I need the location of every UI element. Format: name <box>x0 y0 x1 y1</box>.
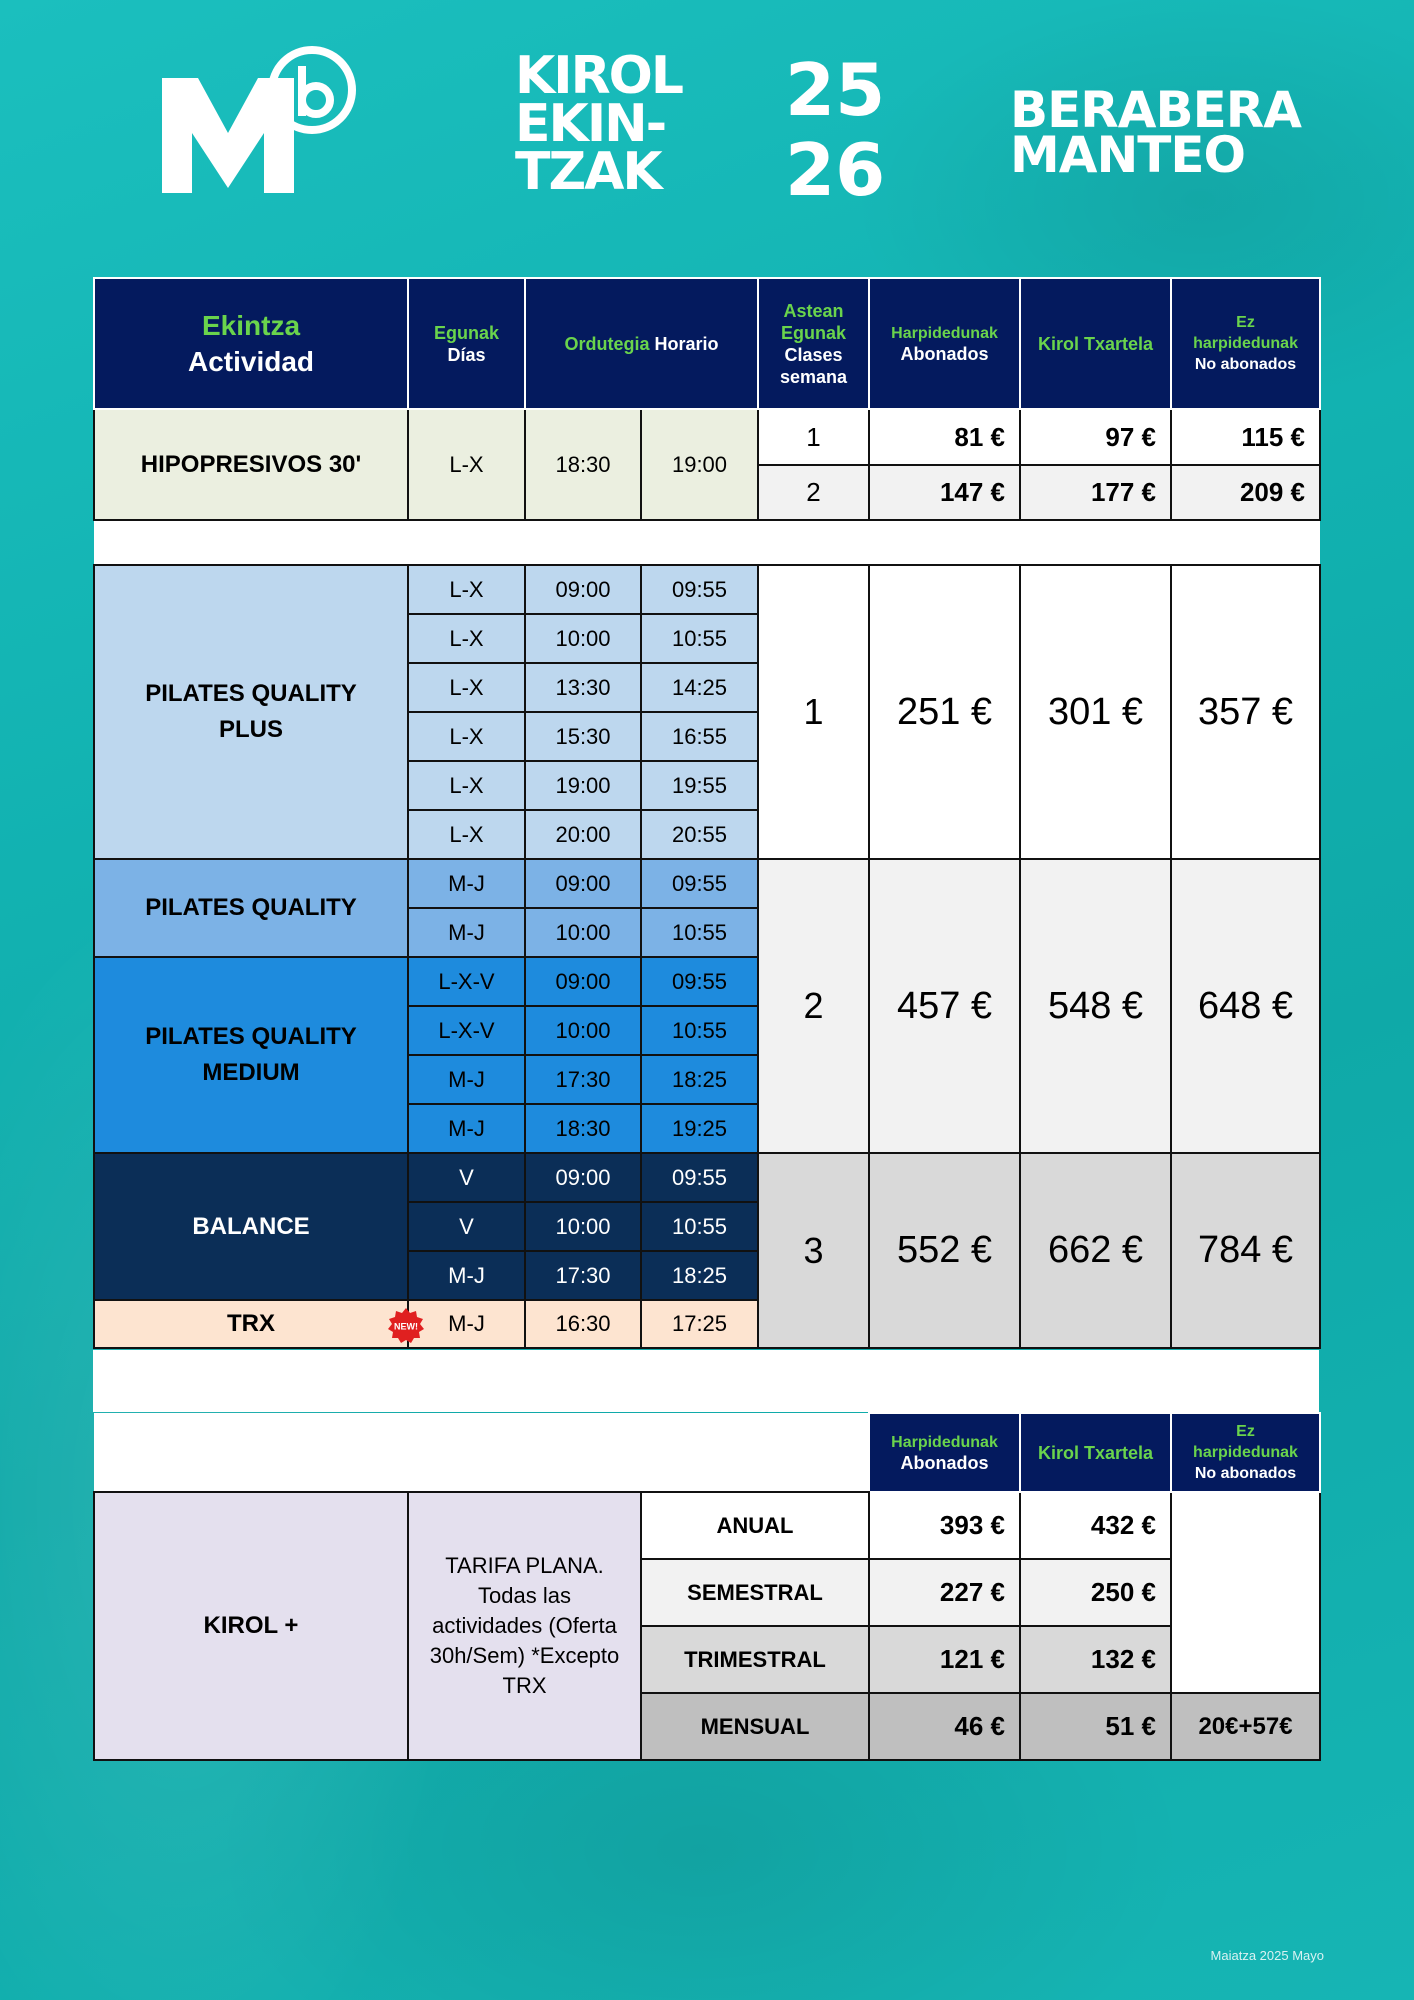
col-schedule: Ordutegia Horario <box>525 278 758 409</box>
plan-label: ANUAL <box>641 1492 869 1559</box>
price-members: 457 € <box>869 859 1020 1153</box>
start-time: 09:00 <box>525 859 641 908</box>
col-card: Kirol Txartela <box>1020 278 1171 409</box>
start-time: 10:00 <box>525 908 641 957</box>
start-time: 09:00 <box>525 565 641 614</box>
price-members: 251 € <box>869 565 1020 859</box>
price-card: 250 € <box>1020 1559 1171 1626</box>
end-time: 09:55 <box>641 565 758 614</box>
activity-hipopresivos: HIPOPRESIVOS 30' <box>94 409 408 520</box>
days-cell: M-J <box>408 1104 525 1153</box>
col-card: Kirol Txartela <box>1020 1413 1171 1492</box>
end-time: 19:00 <box>641 409 758 520</box>
start-time: 13:30 <box>525 663 641 712</box>
price-nonmembers: 20€+57€ <box>1171 1693 1320 1760</box>
end-time: 16:55 <box>641 712 758 761</box>
end-time: 17:25 <box>641 1300 758 1348</box>
white-band <box>93 1350 1319 1412</box>
days-cell: M-J <box>408 859 525 908</box>
days-cell: M-J <box>408 1300 525 1348</box>
club-line-1: BERABERA <box>1010 81 1301 139</box>
start-time: 10:00 <box>525 1006 641 1055</box>
activity-pilates-quality: PILATES QUALITY <box>94 859 408 957</box>
end-time: 20:55 <box>641 810 758 859</box>
table-row <box>94 409 1320 465</box>
price-nonmembers: 357 € <box>1171 565 1320 859</box>
start-time: 17:30 <box>525 1055 641 1104</box>
col-members: Harpidedunak Abonados <box>869 1413 1020 1492</box>
days-cell: L-X <box>408 565 525 614</box>
year-end: 26 <box>785 128 886 212</box>
start-time: 19:00 <box>525 761 641 810</box>
col-days: Egunak Días <box>408 278 525 409</box>
start-time: 18:30 <box>525 1104 641 1153</box>
season-years <box>785 50 885 210</box>
col-classes-week: Astean Egunak Clases semana <box>758 278 869 409</box>
season-title <box>515 46 683 202</box>
days-cell: L-X <box>408 614 525 663</box>
days-cell: L-X <box>408 761 525 810</box>
col-nonmembers: Ez harpidedunak No abonados <box>1171 1413 1320 1492</box>
price-members: 227 € <box>869 1559 1020 1626</box>
end-time: 19:25 <box>641 1104 758 1153</box>
price-members: 121 € <box>869 1626 1020 1693</box>
price-members: 81 € <box>869 409 1020 465</box>
mb-logo <box>160 38 370 198</box>
footer-date: Maiatza 2025 Mayo <box>1210 1948 1324 1963</box>
end-time: 19:55 <box>641 761 758 810</box>
days-cell: V <box>408 1202 525 1251</box>
price-card: 51 € <box>1020 1693 1171 1760</box>
kirol-plus-name: KIROL + <box>94 1492 408 1760</box>
start-time: 10:00 <box>525 1202 641 1251</box>
title-line-2: EKIN- <box>515 94 666 154</box>
col-activity: Ekintza Actividad <box>94 278 408 409</box>
days-cell: M-J <box>408 908 525 957</box>
price-members: 393 € <box>869 1492 1020 1559</box>
kirol-header-row <box>94 1413 1320 1492</box>
days-cell: L-X-V <box>408 1006 525 1055</box>
end-time: 18:25 <box>641 1251 758 1300</box>
classes-cell: 3 <box>758 1153 869 1348</box>
activity-balance: BALANCE <box>94 1153 408 1300</box>
year-start: 25 <box>785 48 886 132</box>
end-time: 10:55 <box>641 908 758 957</box>
classes-cell: 1 <box>758 409 869 465</box>
activity-pilates-quality-plus: PILATES QUALITY PLUS <box>94 565 408 859</box>
start-time: 20:00 <box>525 810 641 859</box>
title-line-3: TZAK <box>515 142 661 202</box>
days-cell: M-J <box>408 1055 525 1104</box>
col-members: Harpidedunak Abonados <box>869 278 1020 409</box>
price-card: 97 € <box>1020 409 1171 465</box>
classes-cell: 2 <box>758 465 869 520</box>
kirol-plus-table <box>93 1412 1321 1761</box>
price-nonmembers: 115 € <box>1171 409 1320 465</box>
price-nonmembers: 209 € <box>1171 465 1320 520</box>
classes-cell: 2 <box>758 859 869 1153</box>
end-time: 10:55 <box>641 614 758 663</box>
plan-label: SEMESTRAL <box>641 1559 869 1626</box>
days-cell: M-J <box>408 1251 525 1300</box>
table-row <box>94 859 1320 908</box>
end-time: 09:55 <box>641 957 758 1006</box>
classes-cell: 1 <box>758 565 869 859</box>
end-time: 18:25 <box>641 1055 758 1104</box>
start-time: 09:00 <box>525 957 641 1006</box>
price-members: 552 € <box>869 1153 1020 1348</box>
price-card: 662 € <box>1020 1153 1171 1348</box>
end-time: 09:55 <box>641 859 758 908</box>
plan-label: TRIMESTRAL <box>641 1626 869 1693</box>
days-cell: L-X <box>408 810 525 859</box>
end-time: 09:55 <box>641 1153 758 1202</box>
club-name <box>1010 81 1301 184</box>
start-time: 09:00 <box>525 1153 641 1202</box>
col-nonmembers: Ez harpidedunak No abonados <box>1171 278 1320 409</box>
svg-text:NEW!: NEW! <box>394 1321 418 1332</box>
end-time: 14:25 <box>641 663 758 712</box>
end-time: 10:55 <box>641 1006 758 1055</box>
start-time: 10:00 <box>525 614 641 663</box>
activity-trx: TRX <box>94 1300 408 1348</box>
empty-nonmembers <box>1171 1492 1320 1693</box>
days-cell: L-X-V <box>408 957 525 1006</box>
table-row <box>94 1153 1320 1202</box>
page-header <box>0 0 1414 270</box>
activity-pilates-quality-medium: PILATES QUALITY MEDIUM <box>94 957 408 1153</box>
days-cell: V <box>408 1153 525 1202</box>
days-cell: L-X <box>408 663 525 712</box>
start-time: 15:30 <box>525 712 641 761</box>
new-badge-icon <box>387 1307 425 1345</box>
price-card: 177 € <box>1020 465 1171 520</box>
days-cell: L-X <box>408 712 525 761</box>
start-time: 17:30 <box>525 1251 641 1300</box>
price-members: 147 € <box>869 465 1020 520</box>
table-row <box>94 565 1320 614</box>
spacer-row <box>94 520 1320 565</box>
start-time: 18:30 <box>525 409 641 520</box>
days-cell: L-X <box>408 409 525 520</box>
activities-table <box>93 277 1321 1349</box>
title-line-1: KIROL <box>515 46 683 106</box>
price-nonmembers: 784 € <box>1171 1153 1320 1348</box>
price-card: 132 € <box>1020 1626 1171 1693</box>
plan-label: MENSUAL <box>641 1693 869 1760</box>
price-card: 548 € <box>1020 859 1171 1153</box>
club-line-2: MANTEO <box>1010 126 1246 184</box>
kirol-plus-description: TARIFA PLANA. Todas las actividades (Oferta 30h/Sem) *Excepto TRX <box>408 1492 641 1760</box>
price-card: 301 € <box>1020 565 1171 859</box>
price-members: 46 € <box>869 1693 1020 1760</box>
price-card: 432 € <box>1020 1492 1171 1559</box>
price-nonmembers: 648 € <box>1171 859 1320 1153</box>
header-row <box>94 278 1320 409</box>
plan-row <box>94 1492 1320 1559</box>
start-time: 16:30 <box>525 1300 641 1348</box>
end-time: 10:55 <box>641 1202 758 1251</box>
